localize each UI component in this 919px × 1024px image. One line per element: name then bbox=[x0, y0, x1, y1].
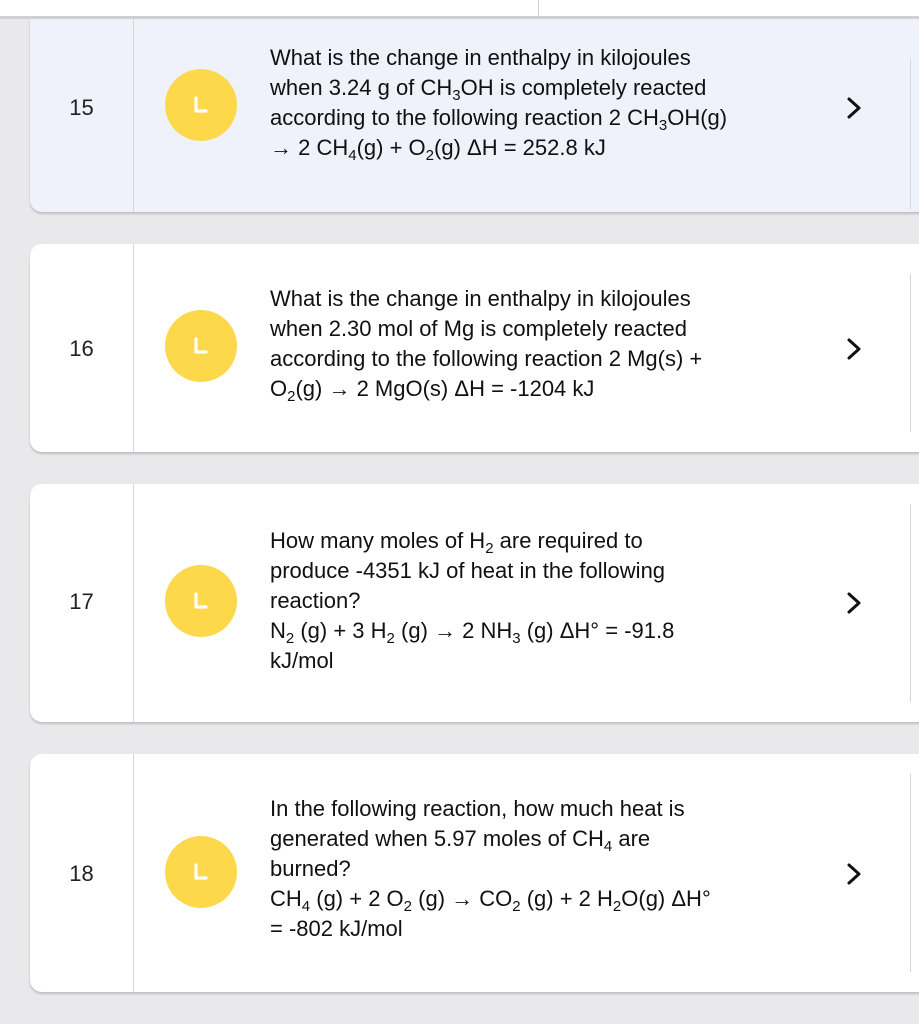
question-text-line bbox=[270, 914, 830, 944]
subscript: 4 bbox=[301, 898, 311, 915]
text-run: OH is completely reacted bbox=[460, 75, 707, 100]
level-l-icon bbox=[193, 337, 209, 355]
question-text bbox=[270, 284, 830, 404]
text-run: (g) + 2 H bbox=[520, 886, 613, 911]
card-divider bbox=[133, 19, 134, 212]
card-right-rule bbox=[910, 774, 911, 972]
text-run: (g) ΔH° = -91.8 bbox=[520, 618, 675, 643]
subscript: 2 bbox=[386, 630, 395, 647]
question-text-line bbox=[270, 284, 830, 314]
text-run: produce -4351 kJ of heat in the following bbox=[270, 558, 666, 583]
text-run: when 2.30 mol of Mg is completely reacted bbox=[270, 316, 687, 341]
question-number: 16 bbox=[69, 336, 94, 361]
text-run: (g) ΔH = 252.8 kJ bbox=[434, 135, 606, 160]
subscript: 2 bbox=[285, 630, 295, 647]
text-run: generated when 5.97 moles of CH bbox=[270, 826, 604, 851]
level-l-icon bbox=[193, 592, 209, 610]
question-text-line bbox=[270, 854, 830, 884]
text-run: are bbox=[612, 826, 651, 851]
text-run: (g) → 2 MgO(s) ΔH = -1204 kJ bbox=[295, 376, 595, 401]
text-run: OH(g) bbox=[667, 105, 728, 130]
level-l-icon bbox=[193, 96, 209, 114]
text-run: when 3.24 g of CH bbox=[270, 75, 453, 100]
subscript: 3 bbox=[658, 117, 668, 134]
question-text-line bbox=[270, 556, 830, 586]
card-divider bbox=[133, 484, 134, 722]
question-text-line bbox=[270, 344, 830, 374]
chevron-right-icon[interactable] bbox=[842, 862, 866, 886]
question-text-line bbox=[270, 43, 830, 73]
question-text-line bbox=[270, 646, 830, 676]
subscript: 3 bbox=[452, 87, 461, 104]
subscript: 4 bbox=[603, 838, 613, 855]
text-run: (g) + 2 O bbox=[310, 886, 404, 911]
subscript: 2 bbox=[512, 898, 521, 915]
chevron-right-icon[interactable] bbox=[842, 96, 866, 120]
text-run: burned? bbox=[270, 856, 351, 881]
card-right-rule bbox=[910, 274, 911, 432]
question-text-line bbox=[270, 586, 830, 616]
question-card-17[interactable] bbox=[30, 484, 919, 722]
text-run: O bbox=[270, 376, 288, 401]
text-run: N bbox=[270, 618, 286, 643]
top-toolbar bbox=[0, 0, 919, 19]
subscript: 2 bbox=[612, 898, 622, 915]
card-right-rule bbox=[910, 504, 911, 702]
card-divider bbox=[133, 244, 134, 452]
text-run: are required to bbox=[493, 528, 643, 553]
question-text-line bbox=[270, 73, 830, 103]
text-run: What is the change in enthalpy in kilojoules bbox=[270, 286, 691, 311]
chevron-right-icon[interactable] bbox=[842, 337, 866, 361]
level-badge bbox=[165, 565, 237, 637]
question-number: 15 bbox=[69, 95, 94, 120]
subscript: 2 bbox=[485, 540, 494, 557]
subscript: 3 bbox=[512, 630, 521, 647]
text-run: reaction? bbox=[270, 588, 361, 613]
subscript: 2 bbox=[425, 147, 435, 164]
question-text bbox=[270, 526, 830, 676]
question-text-line bbox=[270, 133, 830, 163]
question-text-line bbox=[270, 314, 830, 344]
text-run: How many moles of H bbox=[270, 528, 486, 553]
text-run: (g) → 2 NH bbox=[394, 618, 513, 643]
question-card-16[interactable] bbox=[30, 244, 919, 452]
level-badge bbox=[165, 310, 237, 382]
question-text bbox=[270, 43, 830, 163]
level-l-icon bbox=[193, 863, 209, 881]
text-run: What is the change in enthalpy in kilojoules bbox=[270, 45, 691, 70]
text-run: = -802 kJ/mol bbox=[270, 916, 403, 941]
text-run: (g) + O bbox=[356, 135, 426, 160]
text-run: according to the following reaction 2 Mg(s) + bbox=[270, 346, 703, 371]
question-text bbox=[270, 794, 830, 944]
card-right-rule bbox=[910, 59, 911, 209]
question-text-line bbox=[270, 884, 830, 914]
text-run: (g) → CO bbox=[412, 886, 513, 911]
question-card-18[interactable] bbox=[30, 754, 919, 992]
subscript: 2 bbox=[403, 898, 413, 915]
question-text-line bbox=[270, 824, 830, 854]
text-run: In the following reaction, how much heat is bbox=[270, 796, 685, 821]
text-run: according to the following reaction 2 CH bbox=[270, 105, 659, 130]
text-run: CH bbox=[270, 886, 302, 911]
question-text-line bbox=[270, 374, 830, 404]
card-divider bbox=[133, 754, 134, 992]
subscript: 2 bbox=[287, 388, 296, 405]
subscript: 4 bbox=[348, 147, 357, 164]
question-text-line bbox=[270, 794, 830, 824]
level-badge bbox=[165, 836, 237, 908]
question-text-line bbox=[270, 616, 830, 646]
question-text-line bbox=[270, 103, 830, 133]
text-run: → 2 CH bbox=[270, 135, 349, 160]
chevron-right-icon[interactable] bbox=[842, 591, 866, 615]
text-run: (g) + 3 H bbox=[294, 618, 387, 643]
question-text-line bbox=[270, 526, 830, 556]
level-badge bbox=[165, 69, 237, 141]
text-run: O(g) ΔH° bbox=[621, 886, 711, 911]
question-number: 18 bbox=[69, 861, 94, 886]
toolbar-divider bbox=[538, 0, 539, 16]
question-card-15[interactable] bbox=[30, 19, 919, 212]
text-run: kJ/mol bbox=[270, 648, 334, 673]
question-number: 17 bbox=[69, 589, 94, 614]
